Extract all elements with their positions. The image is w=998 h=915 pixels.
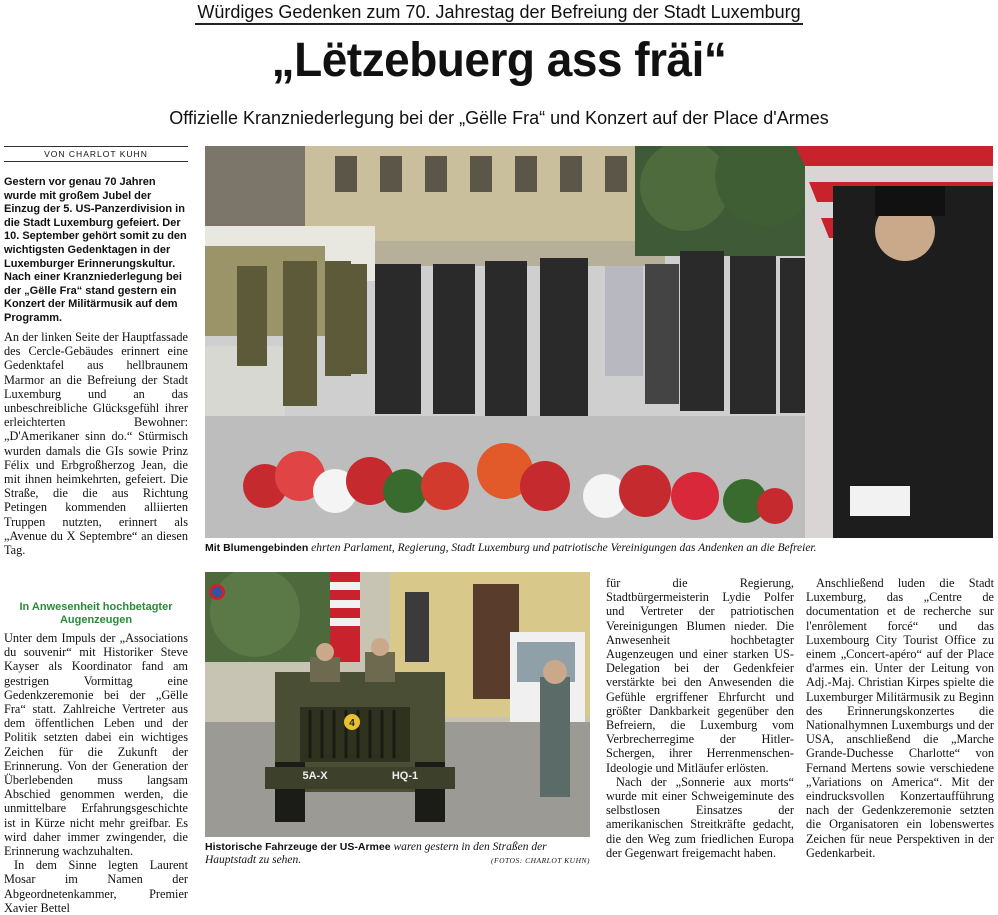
kicker-text: Würdiges Gedenken zum 70. Jahrestag der Befreiung der Stadt Luxemburg <box>195 2 802 25</box>
column-1-bottom <box>4 601 188 915</box>
jeep-badge: 4 <box>349 718 355 729</box>
byline: VON CHARLOT KUHN <box>4 146 188 162</box>
column-1-top <box>4 330 188 557</box>
jeep-photo-illustration <box>205 572 590 837</box>
caption-italic: waren gestern in den Straßen der Hauptstadt zu sehen. <box>205 841 547 866</box>
photo-credit: (FOTOS: CHARLOT KUHN) <box>491 856 590 865</box>
headline: „Lëtzebuerg ass fräi“ <box>271 31 727 87</box>
subheadline: Offizielle Kranzniederlegung bei der „Gëlle Fra“ und Konzert auf der Place d'Armes <box>169 108 829 128</box>
paragraph: Anschließend luden die Stadt Luxemburg, das „Centre de documentation et de recherche sur l'enrôlement forcé“ und das Luxembourg City Tourist Office zu einem „Concert-apéro“ auf der Place d'armes ein. Unter der Leitung von Adj.-Maj. Christian Kirpes spielte die Luxemburger Militärmusik zu Beginn des Erinnerungskonzertes die Nationalhymnen Luxemburgs und der USA, anschließend die „Marche Grande-Duchesse Charlotte“ von Fernand Mertens sowie verschiedene „Variations on America“. Mit der eindrucksvollen Konzertaufführung nach der Gedenkzeremonie setzten die Organisatoren ein lobenswertes Zeichen für neue Perspektiven in der Gedenkarbeit. <box>806 576 994 860</box>
paragraph: Unter dem Impuls der „Associations du souvenir“ mit Historiker Steve Kayser als Koordinator fand am gestrigen Vormittag eine Gedenkzeremonie bei der „Gëlle Fra“ statt. Zahlreiche Vertreter aus dem öffentlichen Leben und der Politik setzten dabei ein wichtiges Zeichen für die Zukunft der Erinnerung. Von der Generation der Überlebenden muss langsam Abschied genommen werden, die unmittelbare Erfahrungsgeschichte ist in Kürze nicht mehr greifbar. Es wird daher immer zwingender, die Erinnerung wachzuhalten. <box>4 631 188 859</box>
caption-bold: Historische Fahrzeuge der US-Armee <box>205 841 391 853</box>
ceremony-photo-illustration <box>205 146 993 538</box>
lead-paragraph: Gestern vor genau 70 Jahren wurde mit großem Jubel der Einzug der 5. US-Panzerdivision in die Stadt Luxemburg gefeiert. Der 10. September gehört somit zu den wichtigsten Gedenktagen in der Luxemburger Erinnerungskultur. Nach einer Kranzniederlegung bei der „Gëlle Fra“ stand gestern ein Konzert der Militärmusik auf dem Programm. <box>4 176 187 324</box>
caption-bold: Mit Blumengebinden <box>205 542 309 554</box>
paragraph: An der linken Seite der Hauptfassade des Cercle-Gebäudes erinnert eine Gedenktafel aus hellbraunem Marmor an die Befreiung der Stadt Luxemburg und an das unbeschreibliche Glücksgefühl ihrer erleichterten Bewohner: „D'Amerikaner sinn do.“ Stürmisch wurden damals die GIs sowie Prinz Félix und Erbgroßherzog Jean, die mit ihnen heimkehrten, gefeiert. Die Straße, die die aus Richtung Petingen kommenden alliierten Truppen nutzten, erinnert als „Avenue du X Septembre“ an diesen Tag. <box>4 330 188 558</box>
jeep-photo <box>205 572 590 837</box>
ceremony-photo-caption <box>205 542 993 555</box>
paragraph: für die Regierung, Stadtbürgermeisterin Lydie Polfer und Vertreter der patriotischen Vereinigungen Blumen nieder. Die Anwesenheit hochbetagter Augenzeugen und einer starken US-Delegation bei der Gedenkfeier verstärkte bei den Anwesenden die Gefühle ergriffener Ehrfurcht und größter Dankbarkeit gegenüber den Befreiern, die Luxemburg vom Verbrecherregime der Hitler-Schergen, ihrer Herrenmenschen-Ideologie und Mitläufer erlösten. <box>606 576 794 775</box>
jeep-plate-left: 5A-X <box>302 770 328 782</box>
kicker <box>0 2 998 23</box>
column-3 <box>606 576 794 860</box>
paragraph: Nach der „Sonnerie aux morts“ wurde mit einer Schweigeminute des selbstlosen Einsatzes der amerikanischen Streitkräfte gedacht, die den Weg zum friedlichen Europa der Gegenwart freigemacht haben. <box>606 774 794 860</box>
ceremony-photo <box>205 146 993 538</box>
jeep-photo-caption <box>205 841 590 867</box>
jeep-plate-right: HQ-1 <box>391 770 419 782</box>
section-subheading: In Anwesenheit hochbetagter Augenzeugen <box>19 601 173 626</box>
paragraph: In dem Sinne legten Laurent Mosar im Namen der Abgeordnetenkammer, Premier Xavier Bettel <box>4 858 188 915</box>
caption-italic: ehrten Parlament, Regierung, Stadt Luxemburg und patriotische Vereinigungen das Andenken an die Befreier. <box>308 542 817 554</box>
column-4 <box>806 576 994 860</box>
